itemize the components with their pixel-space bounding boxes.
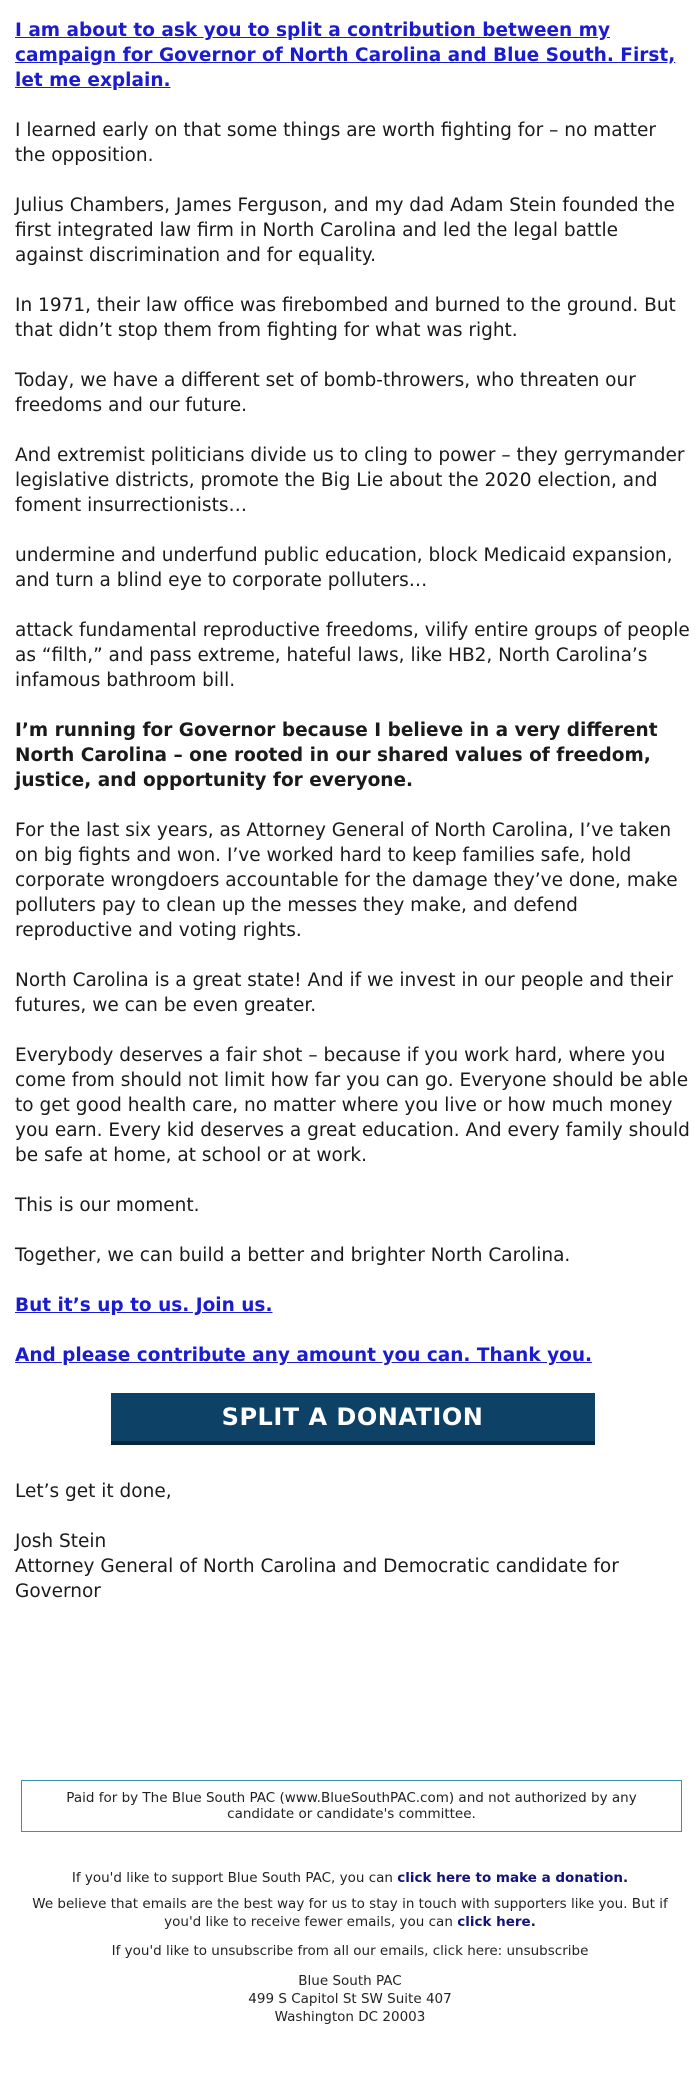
paragraph: Together, we can build a better and brighter North Carolina. — [15, 1245, 571, 1266]
signer-title: Attorney General of North Carolina and Democratic candidate for Governor — [15, 1556, 619, 1602]
disclaimer-text: Paid for by The Blue South PAC (www.BlueSouthPAC.com) and not authorized by any candidate or candidate's committee. — [66, 1790, 637, 1822]
paragraph: For the last six years, as Attorney General of North Carolina, I’ve taken on big fights and won. I’ve worked hard to keep families safe, hold corporate wrongdoers accountable for the damage they’ve done, make polluters pay to clean up the messes they make, and defend reproductive and voting rights. — [15, 820, 678, 941]
paragraph: attack fundamental reproductive freedoms, vilify entire groups of people as “filth,” and pass extreme, hateful laws, like HB2, North Carolina’s infamous bathroom bill. — [15, 620, 690, 691]
address-line-2: Washington DC 20003 — [274, 2009, 426, 2025]
closing: Let’s get it done, — [15, 1481, 172, 1502]
support-text: If you'd like to support Blue South PAC, you can — [71, 1870, 393, 1886]
email-body — [15, 18, 690, 1604]
paragraph: undermine and underfund public education, block Medicaid expansion, and turn a blind eye to corporate polluters… — [15, 545, 673, 591]
paragraph: North Carolina is a great state! And if we invest in our people and their futures, we can be even greater. — [15, 970, 674, 1016]
paragraph: Everybody deserves a fair shot – because if you work hard, where you come from should not limit how far you can go. Everyone should be able to get good health care, no matter where you live or how much money you earn. Every kid deserves a great education. And every family should be safe at home, at school or at work. — [15, 1045, 690, 1166]
paragraph: In 1971, their law office was firebombed and burned to the ground. But that didn’t stop them from fighting for what was right. — [15, 295, 676, 341]
bold-statement: I’m running for Governor because I believe in a very different North Carolina – one rooted in our shared values of freedom, justice, and opportunity for everyone. — [15, 720, 658, 791]
paragraph: I learned early on that some things are worth fighting for – no matter the opposition. — [15, 120, 657, 166]
donate-button-row — [15, 1393, 690, 1445]
address-block — [20, 1972, 680, 2026]
org-name: Blue South PAC — [298, 1973, 402, 1989]
emails-text: We believe that emails are the best way for us to stay in touch with supporters like you. But if you'd like to receive fewer emails, you can — [32, 1896, 668, 1930]
contribute[interactable] — [15, 1343, 690, 1368]
disclaimer-box — [21, 1780, 682, 1832]
unsubscribe-line — [20, 1942, 680, 1960]
paragraph: Julius Chambers, James Ferguson, and my dad Adam Stein founded the first integrated law firm in North Carolina and led the legal battle against discrimination and for equality. — [15, 195, 675, 266]
paragraph: Today, we have a different set of bomb-throwers, who threaten our freedoms and our future. — [15, 370, 636, 416]
address-line-1: 499 S Capitol St SW Suite 407 — [248, 1991, 452, 2007]
headline-link[interactable]: I am about to ask you to split a contribution between my campaign for Governor of North Carolina and Blue South. First, let me explain. — [15, 20, 676, 91]
paragraph: And extremist politicians divide us to cling to power – they gerrymander legislative districts, promote the Big Lie about the 2020 election, and foment insurrectionists… — [15, 445, 685, 516]
support-line — [20, 1869, 680, 1887]
split-donation-button[interactable]: SPLIT A DONATION — [111, 1393, 595, 1445]
paragraph: This is our moment. — [15, 1195, 200, 1216]
donation-link[interactable]: click here to make a donation. — [397, 1870, 629, 1886]
join-us[interactable] — [15, 1293, 690, 1318]
unsubscribe-link[interactable]: unsubscribe — [506, 1943, 589, 1959]
fewer-emails-link[interactable]: click here. — [457, 1914, 536, 1930]
contribute-link[interactable]: And please contribute any amount you can. Thank you. — [15, 1345, 593, 1366]
emails-line — [20, 1895, 680, 1931]
unsubscribe-text: If you'd like to unsubscribe from all our emails, click here: — [111, 1943, 503, 1959]
join-us-link[interactable]: But it’s up to us. Join us. — [15, 1295, 273, 1316]
signer-name: Josh Stein — [15, 1531, 107, 1552]
headline[interactable] — [15, 18, 690, 93]
